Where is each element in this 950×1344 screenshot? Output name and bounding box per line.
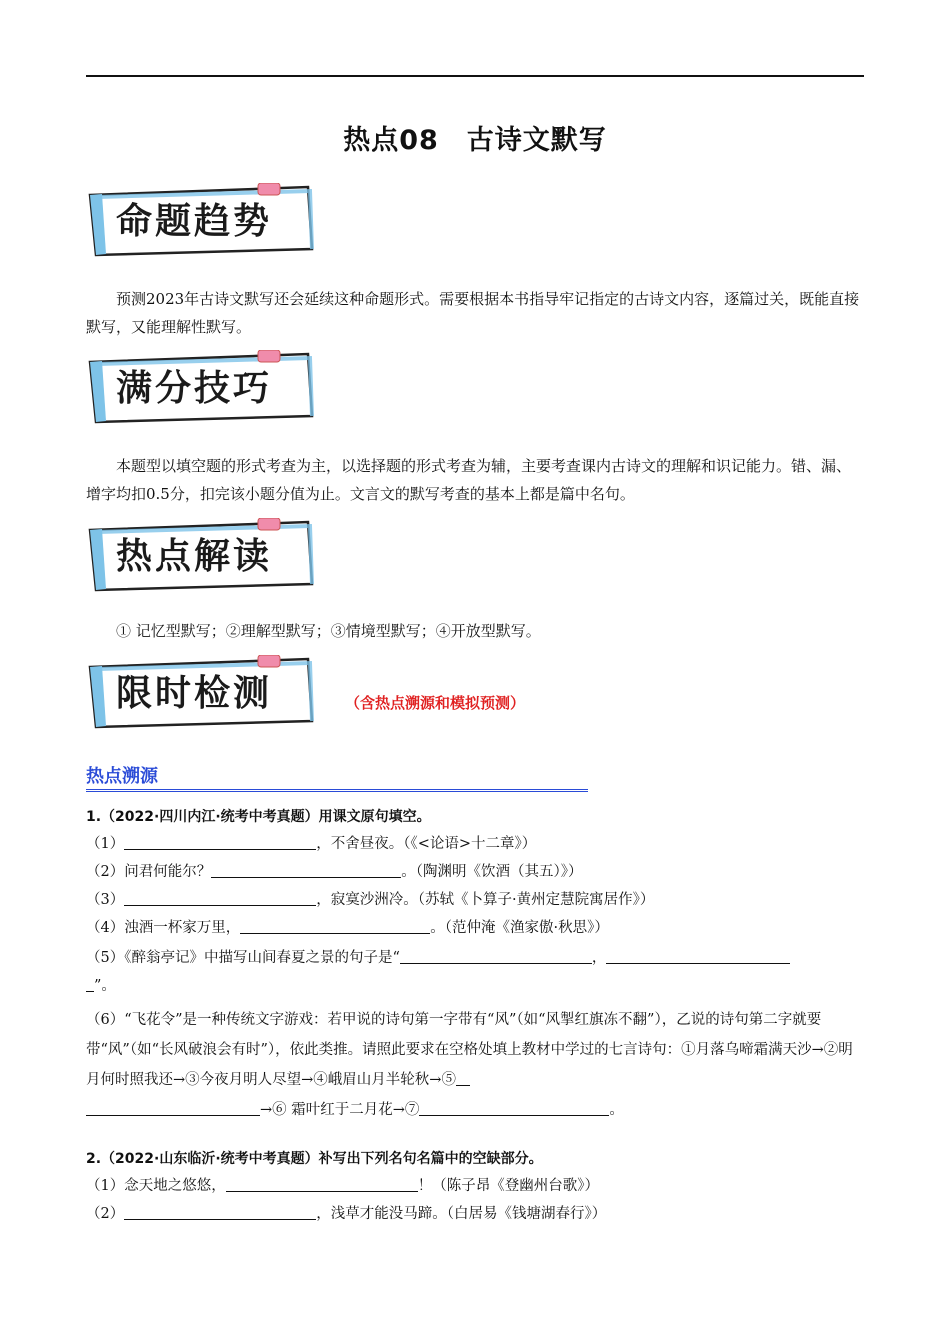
section-underline [86,789,588,792]
q1-line-3-prefix: （3） [86,892,125,908]
q1-line-4-prefix: （4）浊酒一杯家万里， [86,920,241,936]
q1-line-4-suffix: 。（范仲淹《渔家傲·秋思》） [430,920,609,936]
q1-line-5 [86,944,864,972]
banner-trend [86,183,316,253]
q1-line-1 [86,830,864,858]
q1-item-6 [86,1005,858,1125]
skill-paragraph: 本题型以填空题的形式考查为主，以选择题的形式考查为辅，主要考查课内古诗文的理解和识记能力。错、漏、增字均扣0.5分，扣完该小题分值为止。文言文的默写考查的基本上都是篇中名句。 [86,457,852,503]
q2-line-2-suffix: ，浅草才能没马蹄。（白居易《钱塘湖春行》） [316,1206,607,1222]
q1-line-5-end: ”。 [94,978,116,994]
page-title: 热点08 古诗文默写 [343,125,607,156]
answer-blank[interactable] [124,889,316,906]
answer-blank[interactable] [86,975,94,992]
header-rule [86,75,864,77]
banner-label: 命题趋势 [116,201,273,242]
q1-line-1-suffix: ，不舍昼夜。（《<论语>十二章》） [316,836,537,852]
hotspot-paragraph: ① 记忆型默写；②理解型默写；③情境型默写；④开放型默写。 [116,622,541,640]
question-1-heading: 1.（2022·四川内江·统考中考真题）用课文原句填空。 [86,809,431,825]
answer-blank[interactable] [124,833,316,850]
answer-blank[interactable] [606,947,790,964]
answer-blank[interactable] [211,861,401,878]
q2-line-1-prefix: （1）念天地之悠悠， [86,1178,226,1194]
q2-line-2-prefix: （2） [86,1206,125,1222]
q1-line-3-suffix: ，寂寞沙洲冷。（苏轼《卜算子·黄州定慧院寓居作》） [316,892,655,908]
trend-paragraph: 预测2023年古诗文默写还会延续这种命题形式。需要根据本书指导牢记指定的古诗文内容，逐篇过关，既能直接默写，又能理解性默写。 [86,290,860,336]
q1-line-5-prefix: （5）《醉翁亭记》中描写山间春夏之景的句子是“ [86,950,400,966]
q1-line-2-suffix: 。（陶渊明《饮酒（其五）》） [401,864,583,880]
answer-blank[interactable] [400,947,592,964]
banner-label: 热点解读 [116,536,273,577]
q1-line-2 [86,858,864,886]
q1-line-2-prefix: （2）问君何能尔？ [86,864,212,880]
banner-test [86,655,316,725]
banner-hotspot [86,518,316,588]
q1-line-5-sep: ， [591,950,607,966]
answer-blank[interactable] [240,917,430,934]
question-2-heading: 2.（2022·山东临沂·统考中考真题）补写出下列名句名篇中的空缺部分。 [86,1151,543,1167]
q1-line-1-prefix: （1） [86,836,125,852]
q2-line-1-suffix: ！（陈子昂《登幽州台歌》） [417,1178,599,1194]
test-note: （含热点溯源和模拟预测） [345,694,526,712]
banner-label: 满分技巧 [116,368,273,409]
banner-label: 限时检测 [116,673,273,714]
q1-item-6-mid: →⑥ 霜叶红于二月花→⑦ [260,1102,420,1118]
banner-skill [86,350,316,420]
answer-blank[interactable] [124,1203,316,1220]
q1-line-3 [86,886,864,914]
q1-line-5-cont [86,972,864,1000]
section-title: 热点溯源 [86,766,158,787]
q1-item-6-end: 。 [609,1102,624,1118]
q1-item-6-text: （6）“飞花令”是一种传统文字游戏：若甲说的诗句第一字带有“风”（如“风掣红旗冻不翻”），乙说的诗句第二字就要带“风”（如“长风破浪会有时”），依此类推。请照此要求在空格处填上教材中学过的七言诗句：①月落乌啼霜满天沙→②明月何时照我还→③今夜月明人尽望→④峨眉山月半轮秋→⑤ [86,1012,853,1088]
q2-line-1 [86,1172,864,1200]
answer-blank[interactable] [419,1099,609,1116]
answer-blank[interactable] [456,1069,470,1086]
q2-line-2 [86,1200,864,1228]
q1-line-4 [86,914,864,942]
answer-blank[interactable] [226,1175,418,1192]
answer-blank[interactable] [86,1099,260,1116]
